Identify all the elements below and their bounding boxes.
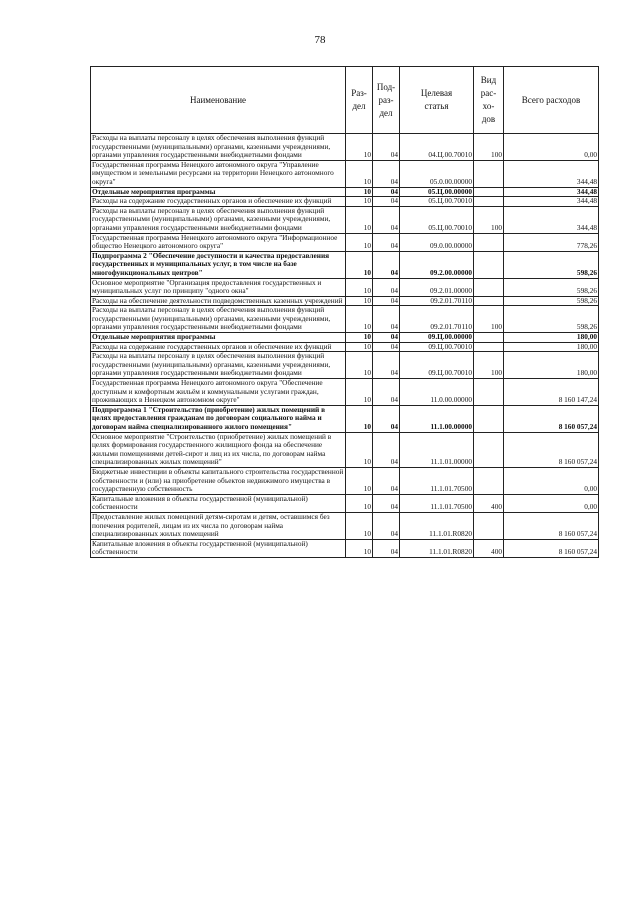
row-target: 09.0.00.00000: [400, 233, 474, 251]
row-total: 0,00: [504, 494, 599, 512]
row-razdel: 10: [346, 379, 373, 406]
table-row: [91, 197, 599, 207]
row-vid: 100: [474, 306, 504, 333]
header-vid-line: Вид: [480, 75, 497, 85]
row-total: 598,26: [504, 306, 599, 333]
row-vid: [474, 197, 504, 207]
row-name: Основное мероприятие "Организация предоставления государственных и муниципальных услуг по принципу "одного окна": [91, 278, 346, 296]
table-row: [91, 206, 599, 233]
row-podrazdel: 04: [373, 333, 400, 343]
header-name: Наименование: [91, 67, 346, 134]
row-vid: 100: [474, 352, 504, 379]
row-razdel: 10: [346, 539, 373, 557]
row-target: 11.1.01.70500: [400, 494, 474, 512]
header-razdel-line: Раз-: [351, 88, 367, 98]
row-total: 344,48: [504, 160, 599, 187]
row-razdel: 10: [346, 306, 373, 333]
row-vid: [474, 251, 504, 278]
row-name: Отдельные мероприятия программы: [91, 187, 346, 197]
row-razdel: 10: [346, 134, 373, 161]
row-razdel: 10: [346, 432, 373, 467]
row-total: 0,00: [504, 134, 599, 161]
row-target: 11.1.00.00000: [400, 405, 474, 432]
row-name: Капитальные вложения в объекты государственной (муниципальной) собственности: [91, 494, 346, 512]
row-podrazdel: 04: [373, 251, 400, 278]
row-target: 11.0.00.00000: [400, 379, 474, 406]
row-target: 05.Ц.00.70010: [400, 197, 474, 207]
table-row: [91, 379, 599, 406]
table-row: [91, 352, 599, 379]
row-target: 09.2.01.70110: [400, 306, 474, 333]
row-name: Расходы на обеспечение деятельности подведомственных казенных учреждений: [91, 296, 346, 306]
row-target: 11.1.01.R0820: [400, 539, 474, 557]
row-name: Подпрограмма 1 "Строительство (приобретение) жилых помещений в целях предоставления гражданам по договорам социального найма и договорам найма специализированного жилого помещения": [91, 405, 346, 432]
header-target-line: Целевая: [420, 88, 453, 98]
row-name: Отдельные мероприятия программы: [91, 333, 346, 343]
page-number: 78: [314, 34, 326, 46]
row-name: Подпрограмма 2 "Обеспечение доступности и качества предоставления государственных и муниципальных услуг, в том числе на базе многофункциональных центров": [91, 251, 346, 278]
row-total: 180,00: [504, 352, 599, 379]
row-vid: [474, 342, 504, 352]
row-name: Бюджетные инвестиции в объекты капитального строительства государственной собственности и (или) на приобретение объектов недвижимого имущества в государственную собственность: [91, 467, 346, 494]
row-vid: [474, 187, 504, 197]
row-target: 09.2.01.00000: [400, 278, 474, 296]
row-target: 05.Ц.00.00000: [400, 187, 474, 197]
header-target-line: статья: [424, 101, 449, 111]
row-vid: 100: [474, 206, 504, 233]
header-vid: [474, 67, 504, 134]
row-total: 180,00: [504, 342, 599, 352]
row-target: 05.Ц.00.70010: [400, 206, 474, 233]
row-total: 598,26: [504, 296, 599, 306]
row-razdel: 10: [346, 233, 373, 251]
row-podrazdel: 04: [373, 187, 400, 197]
row-name: Государственная программа Ненецкого автономного округа "Управление имуществом и земельными ресурсами на территории Ненецкого автономного округа": [91, 160, 346, 187]
row-podrazdel: 04: [373, 278, 400, 296]
row-razdel: 10: [346, 160, 373, 187]
row-razdel: 10: [346, 342, 373, 352]
row-vid: [474, 333, 504, 343]
row-total: 0,00: [504, 467, 599, 494]
row-name: Капитальные вложения в объекты государственной (муниципальной) собственности: [91, 539, 346, 557]
table-body: [91, 134, 599, 558]
table-row: [91, 405, 599, 432]
table-row: [91, 539, 599, 557]
row-podrazdel: 04: [373, 539, 400, 557]
header-razdel-line: дел: [352, 101, 366, 111]
row-vid: 100: [474, 134, 504, 161]
row-total: 8 160 057,24: [504, 512, 599, 539]
row-podrazdel: 04: [373, 379, 400, 406]
row-name: Государственная программа Ненецкого автономного округа "Обеспечение доступным и комфортным жильём и коммунальными услугами граждан, проживающих в Ненецком автономном округе": [91, 379, 346, 406]
row-podrazdel: 04: [373, 306, 400, 333]
header-podrazdel-line: Под-: [376, 81, 396, 92]
row-vid: [474, 278, 504, 296]
row-total: 180,00: [504, 333, 599, 343]
row-name: Расходы на выплаты персоналу в целях обеспечения выполнения функций государственными (муниципальными) органами, казенными учреждениями, органами управления государственными внебюджетными фондами: [91, 206, 346, 233]
row-podrazdel: 04: [373, 467, 400, 494]
row-target: 05.0.00.00000: [400, 160, 474, 187]
row-name: Государственная программа Ненецкого автономного округа "Информационное общество Ненецкого автономного округа": [91, 233, 346, 251]
table-row: [91, 160, 599, 187]
row-podrazdel: 04: [373, 342, 400, 352]
header-vid-line: рас-: [480, 88, 497, 98]
row-razdel: 10: [346, 467, 373, 494]
table-row: [91, 251, 599, 278]
budget-table: [90, 66, 599, 558]
row-podrazdel: 04: [373, 432, 400, 467]
row-target: 11.1.01.70500: [400, 467, 474, 494]
table-row: [91, 278, 599, 296]
table-row: [91, 233, 599, 251]
table-row: [91, 333, 599, 343]
row-target: 09.Ц.00.70010: [400, 352, 474, 379]
row-podrazdel: 04: [373, 352, 400, 379]
row-podrazdel: 04: [373, 160, 400, 187]
row-total: 598,26: [504, 251, 599, 278]
row-podrazdel: 04: [373, 134, 400, 161]
row-razdel: 10: [346, 296, 373, 306]
header-vid-line: хо-: [482, 101, 495, 111]
row-name: Предоставление жилых помещений детям-сиротам и детям, оставшимся без попечения родителей, лицам из их числа по договорам найма специализированных жилых помещений: [91, 512, 346, 539]
row-razdel: 10: [346, 197, 373, 207]
row-target: 11.1.01.00000: [400, 432, 474, 467]
table-row: [91, 306, 599, 333]
row-total: 8 160 057,24: [504, 405, 599, 432]
table-header-row: [91, 67, 599, 134]
table-row: [91, 342, 599, 352]
row-vid: 400: [474, 494, 504, 512]
table-row: [91, 467, 599, 494]
row-total: 344,48: [504, 197, 599, 207]
header-total: Всего расходов: [504, 67, 599, 134]
row-podrazdel: 04: [373, 206, 400, 233]
table-row: [91, 494, 599, 512]
row-razdel: 10: [346, 333, 373, 343]
table-row: [91, 134, 599, 161]
row-total: 344,48: [504, 187, 599, 197]
row-vid: [474, 512, 504, 539]
row-podrazdel: 04: [373, 494, 400, 512]
row-total: 778,26: [504, 233, 599, 251]
header-podrazdel: [373, 67, 400, 134]
header-vid-line: дов: [481, 114, 496, 124]
row-razdel: 10: [346, 251, 373, 278]
header-target: [400, 67, 474, 134]
row-target: 09.Ц.00.70010: [400, 342, 474, 352]
row-vid: [474, 405, 504, 432]
row-total: 8 160 057,24: [504, 539, 599, 557]
row-razdel: 10: [346, 494, 373, 512]
row-target: 09.2.01.70110: [400, 296, 474, 306]
header-razdel: [346, 67, 373, 134]
row-total: 8 160 057,24: [504, 432, 599, 467]
row-total: 8 160 147,24: [504, 379, 599, 406]
row-podrazdel: 04: [373, 233, 400, 251]
row-name: Расходы на выплаты персоналу в целях обеспечения выполнения функций государственными (муниципальными) органами, казенными учреждениями, органами управления государственными внебюджетными фондами: [91, 352, 346, 379]
row-name: Расходы на выплаты персоналу в целях обеспечения выполнения функций государственными (муниципальными) органами, казенными учреждениями, органами управления государственными внебюджетными фондами: [91, 134, 346, 161]
row-vid: [474, 233, 504, 251]
row-vid: 400: [474, 539, 504, 557]
table-row: [91, 187, 599, 197]
row-vid: [474, 296, 504, 306]
row-razdel: 10: [346, 278, 373, 296]
row-razdel: 10: [346, 352, 373, 379]
row-target: 09.Ц.00.00000: [400, 333, 474, 343]
table-row: [91, 296, 599, 306]
row-total: 344,48: [504, 206, 599, 233]
row-target: 09.2.00.00000: [400, 251, 474, 278]
row-vid: [474, 160, 504, 187]
row-vid: [474, 432, 504, 467]
row-razdel: 10: [346, 405, 373, 432]
row-total: 598,26: [504, 278, 599, 296]
row-podrazdel: 04: [373, 197, 400, 207]
row-target: 04.Ц.00.70010: [400, 134, 474, 161]
row-razdel: 10: [346, 187, 373, 197]
row-target: 11.1.01.R0820: [400, 512, 474, 539]
row-name: Основное мероприятие "Строительство (приобретение) жилых помещений в целях формирования государственного жилищного фонда на обеспечение жилыми помещениями детей-сирот и лиц из их числа, по договорам найма специализированных жилых помещений": [91, 432, 346, 467]
row-podrazdel: 04: [373, 512, 400, 539]
row-vid: [474, 379, 504, 406]
table-row: [91, 512, 599, 539]
header-podrazdel-line: дел: [379, 107, 393, 118]
row-podrazdel: 04: [373, 296, 400, 306]
header-podrazdel-line: раз-: [378, 94, 394, 105]
row-name: Расходы на выплаты персоналу в целях обеспечения выполнения функций государственными (муниципальными) органами, казенными учреждениями, органами управления государственными внебюджетными фондами: [91, 306, 346, 333]
row-razdel: 10: [346, 512, 373, 539]
row-name: Расходы на содержание государственных органов и обеспечение их функций: [91, 342, 346, 352]
row-name: Расходы на содержание государственных органов и обеспечение их функций: [91, 197, 346, 207]
table-row: [91, 432, 599, 467]
row-razdel: 10: [346, 206, 373, 233]
row-vid: [474, 467, 504, 494]
row-podrazdel: 04: [373, 405, 400, 432]
